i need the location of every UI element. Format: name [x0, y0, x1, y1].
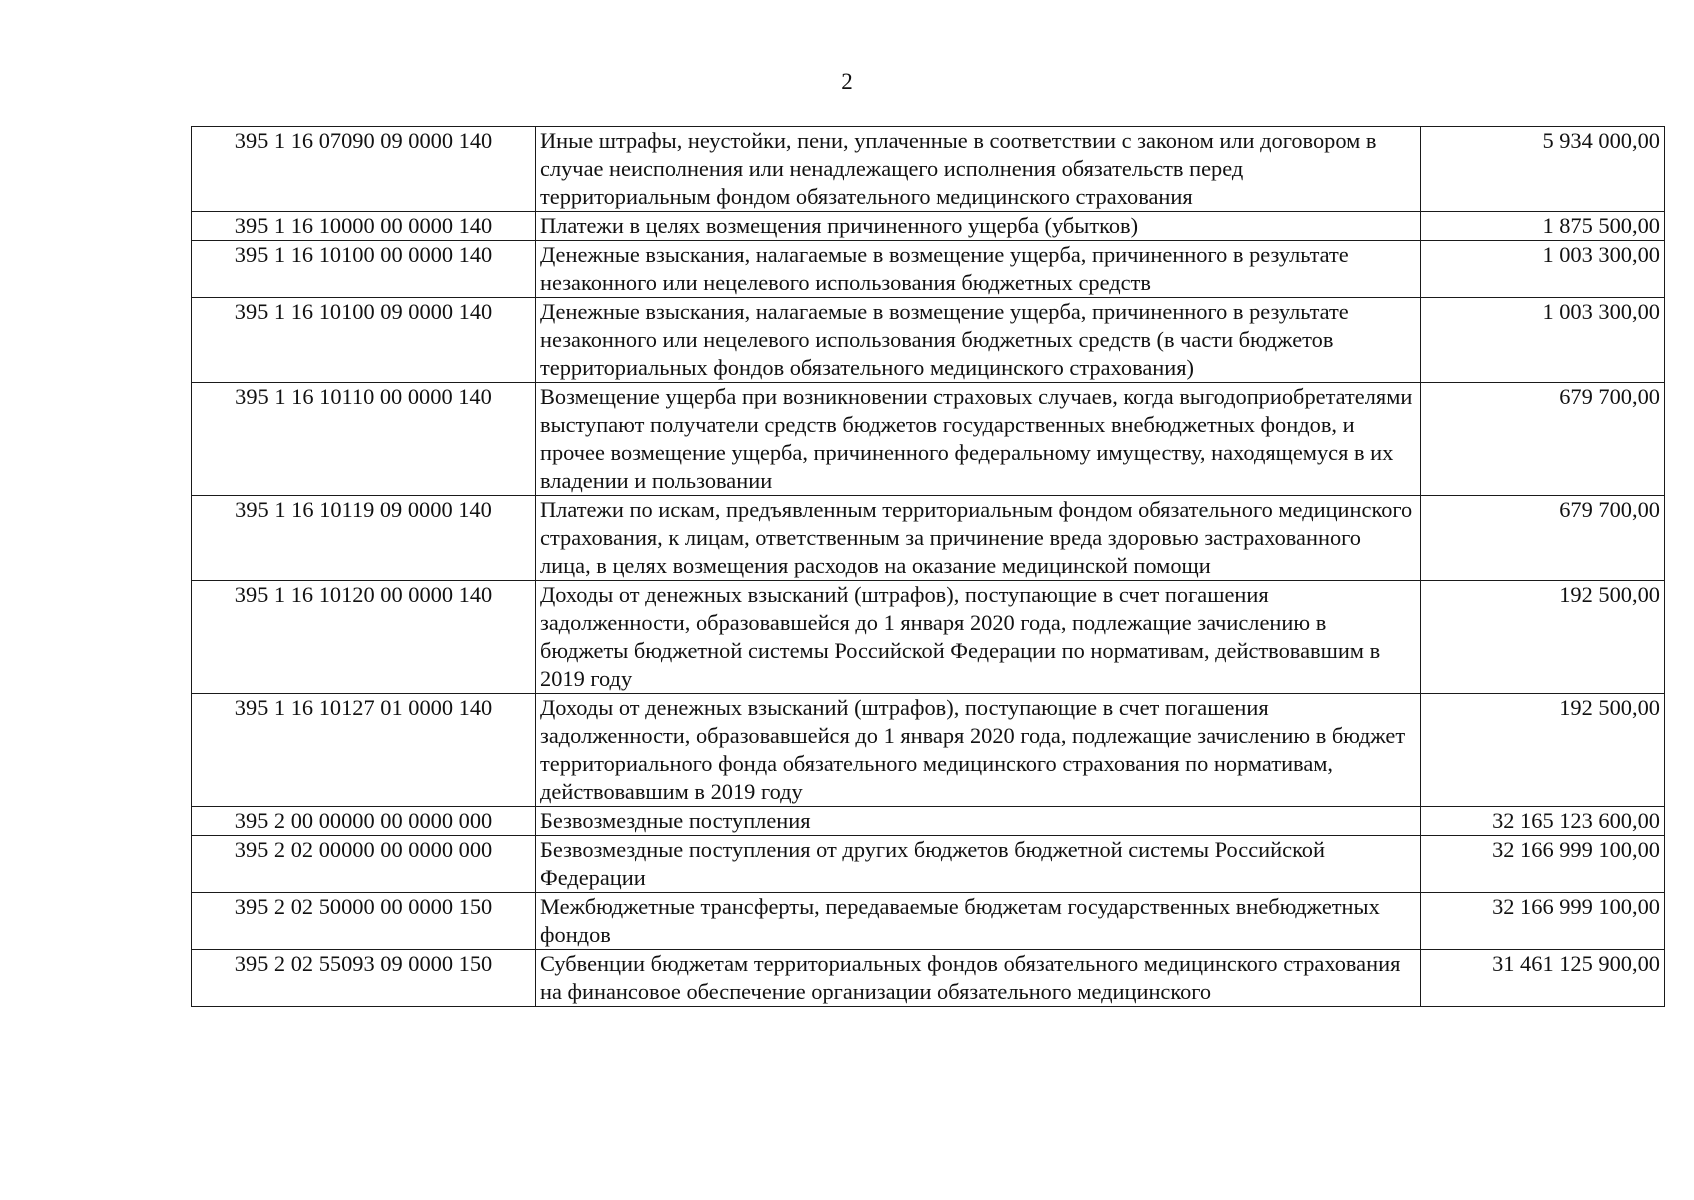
amount-cell: 31 461 125 900,00	[1421, 950, 1665, 1007]
amount-cell: 5 934 000,00	[1421, 127, 1665, 212]
amount-cell: 32 165 123 600,00	[1421, 807, 1665, 836]
budget-revenue-table	[191, 126, 1665, 1007]
table-row	[192, 298, 1665, 383]
amount-cell: 192 500,00	[1421, 581, 1665, 694]
amount-cell: 1 875 500,00	[1421, 212, 1665, 241]
description-cell: Денежные взыскания, налагаемые в возмещение ущерба, причиненного в результате незаконного или нецелевого использования бюджетных средств	[536, 241, 1421, 298]
description-cell: Платежи по искам, предъявленным территориальным фондом обязательного медицинского страхования, к лицам, ответственным за причинение вреда здоровью застрахованного лица, в целях возмещения расходов на оказание медицинской помощи	[536, 496, 1421, 581]
budget-code-cell: 395 2 02 00000 00 0000 000	[192, 836, 536, 893]
description-cell: Возмещение ущерба при возникновении страховых случаев, когда выгодоприобретателями выступают получатели средств бюджетов государственных внебюджетных фондов, и прочее возмещение ущерба, причиненного федеральному имуществу, находящемуся в их владении и пользовании	[536, 383, 1421, 496]
amount-cell: 679 700,00	[1421, 496, 1665, 581]
amount-cell: 32 166 999 100,00	[1421, 893, 1665, 950]
budget-code-cell: 395 1 16 10110 00 0000 140	[192, 383, 536, 496]
table-row	[192, 694, 1665, 807]
description-cell: Межбюджетные трансферты, передаваемые бюджетам государственных внебюджетных фондов	[536, 893, 1421, 950]
table-row	[192, 383, 1665, 496]
amount-cell: 1 003 300,00	[1421, 298, 1665, 383]
amount-cell: 679 700,00	[1421, 383, 1665, 496]
table-row	[192, 950, 1665, 1007]
description-cell: Денежные взыскания, налагаемые в возмещение ущерба, причиненного в результате незаконного или нецелевого использования бюджетных средств (в части бюджетов территориальных фондов обязательного медицинского страхования)	[536, 298, 1421, 383]
table-row	[192, 893, 1665, 950]
budget-code-cell: 395 1 16 07090 09 0000 140	[192, 127, 536, 212]
table-row	[192, 496, 1665, 581]
table-row	[192, 241, 1665, 298]
budget-code-cell: 395 1 16 10127 01 0000 140	[192, 694, 536, 807]
table-row	[192, 127, 1665, 212]
amount-cell: 192 500,00	[1421, 694, 1665, 807]
budget-code-cell: 395 1 16 10100 00 0000 140	[192, 241, 536, 298]
description-cell: Субвенции бюджетам территориальных фондов обязательного медицинского страхования на финансовое обеспечение организации обязательного медицинского	[536, 950, 1421, 1007]
table-row	[192, 807, 1665, 836]
description-cell: Безвозмездные поступления	[536, 807, 1421, 836]
description-cell: Доходы от денежных взысканий (штрафов), поступающие в счет погашения задолженности, образовавшейся до 1 января 2020 года, подлежащие зачислению в бюджет территориального фонда обязательного медицинского страхования по нормативам, действовавшим в 2019 году	[536, 694, 1421, 807]
budget-code-cell: 395 2 02 50000 00 0000 150	[192, 893, 536, 950]
budget-code-cell: 395 1 16 10120 00 0000 140	[192, 581, 536, 694]
budget-code-cell: 395 1 16 10100 09 0000 140	[192, 298, 536, 383]
amount-cell: 1 003 300,00	[1421, 241, 1665, 298]
budget-code-cell: 395 2 02 55093 09 0000 150	[192, 950, 536, 1007]
budget-code-cell: 395 1 16 10000 00 0000 140	[192, 212, 536, 241]
description-cell: Доходы от денежных взысканий (штрафов), поступающие в счет погашения задолженности, образовавшейся до 1 января 2020 года, подлежащие зачислению в бюджеты бюджетной системы Российской Федерации по нормативам, действовавшим в 2019 году	[536, 581, 1421, 694]
table-row	[192, 836, 1665, 893]
table-row	[192, 212, 1665, 241]
description-cell: Платежи в целях возмещения причиненного ущерба (убытков)	[536, 212, 1421, 241]
description-cell: Иные штрафы, неустойки, пени, уплаченные в соответствии с законом или договором в случае неисполнения или ненадлежащего исполнения обязательств перед территориальным фондом обязательного медицинского страхования	[536, 127, 1421, 212]
table-row	[192, 581, 1665, 694]
budget-code-cell: 395 1 16 10119 09 0000 140	[192, 496, 536, 581]
page-number: 2	[841, 69, 853, 94]
description-cell: Безвозмездные поступления от других бюджетов бюджетной системы Российской Федерации	[536, 836, 1421, 893]
amount-cell: 32 166 999 100,00	[1421, 836, 1665, 893]
budget-code-cell: 395 2 00 00000 00 0000 000	[192, 807, 536, 836]
